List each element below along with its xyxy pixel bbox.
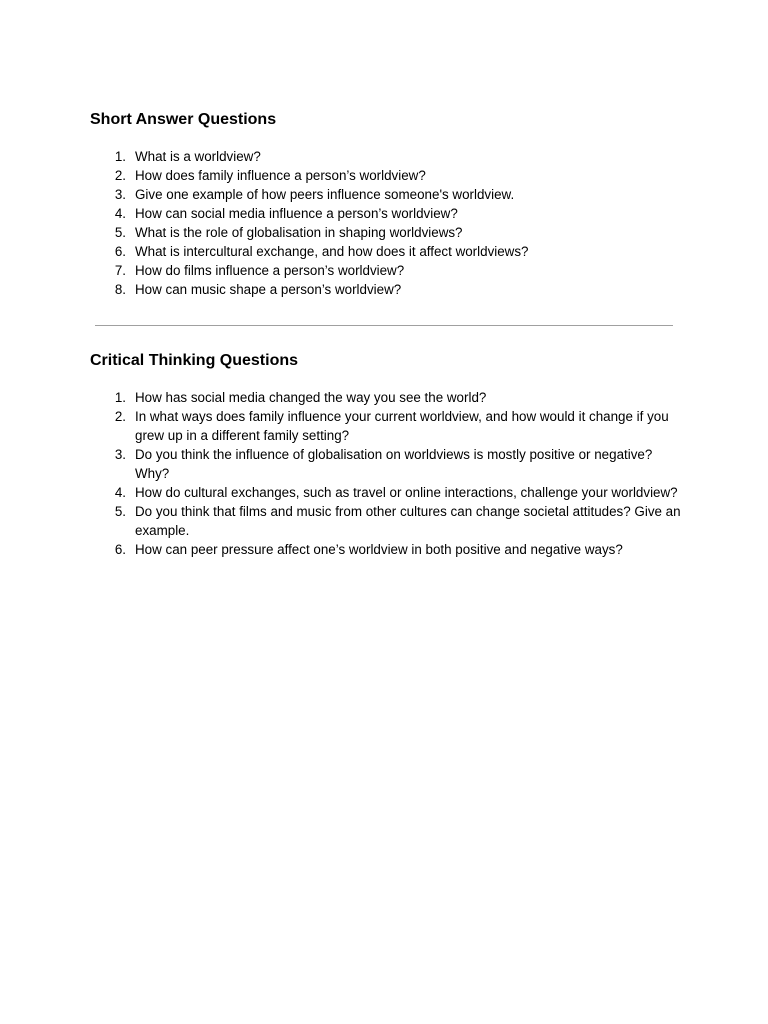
item-text: How can social media influence a person’s worldview? [135, 206, 458, 221]
section-divider [95, 325, 673, 326]
item-number: 2. [114, 409, 126, 424]
item-text: What is intercultural exchange, and how does it affect worldviews? [135, 244, 529, 259]
list-item [108, 388, 688, 407]
item-number: 8. [114, 282, 126, 297]
list-item [108, 502, 688, 540]
item-text: What is a worldview? [135, 149, 261, 164]
list-item [108, 407, 688, 445]
item-number: 4. [114, 206, 126, 221]
list-item [108, 540, 688, 559]
item-text: How do films influence a person’s worldview? [135, 263, 405, 278]
item-number: 5. [114, 504, 126, 519]
list-item [108, 242, 688, 261]
item-number: 7. [114, 263, 126, 278]
list-item [108, 204, 688, 223]
list-item [108, 280, 688, 299]
short-answer-heading: Short Answer Questions [90, 111, 277, 128]
list-item [108, 223, 688, 242]
item-number: 6. [114, 542, 126, 557]
item-text: How does family influence a person’s worldview? [135, 168, 426, 183]
list-item [108, 261, 688, 280]
item-number: 4. [114, 485, 126, 500]
list-item [108, 185, 688, 204]
item-text: In what ways does family influence your current worldview, and how would it change if you grew up in a different family setting? [135, 409, 669, 443]
list-item [108, 483, 688, 502]
item-number: 5. [114, 225, 126, 240]
item-text: How do cultural exchanges, such as travel or online interactions, challenge your worldview? [135, 485, 678, 500]
item-text: Do you think the influence of globalisation on worldviews is mostly positive or negative? Why? [135, 447, 653, 481]
item-text: What is the role of globalisation in shaping worldviews? [135, 225, 463, 240]
list-item [108, 166, 688, 185]
item-text: How can music shape a person’s worldview? [135, 282, 402, 297]
item-number: 2. [114, 168, 126, 183]
item-text: How can peer pressure affect one’s worldview in both positive and negative ways? [135, 542, 623, 557]
item-number: 6. [114, 244, 126, 259]
short-answer-list [108, 147, 688, 299]
item-number: 1. [114, 390, 126, 405]
item-text: Give one example of how peers influence someone's worldview. [135, 187, 515, 202]
item-text: Do you think that films and music from other cultures can change societal attitudes? Give an example. [135, 504, 681, 538]
list-item [108, 147, 688, 166]
critical-thinking-list [108, 388, 688, 559]
item-number: 1. [114, 149, 126, 164]
list-item [108, 445, 688, 483]
critical-thinking-heading: Critical Thinking Questions [90, 352, 299, 369]
item-number: 3. [114, 187, 126, 202]
item-number: 3. [114, 447, 126, 462]
item-text: How has social media changed the way you see the world? [135, 390, 487, 405]
